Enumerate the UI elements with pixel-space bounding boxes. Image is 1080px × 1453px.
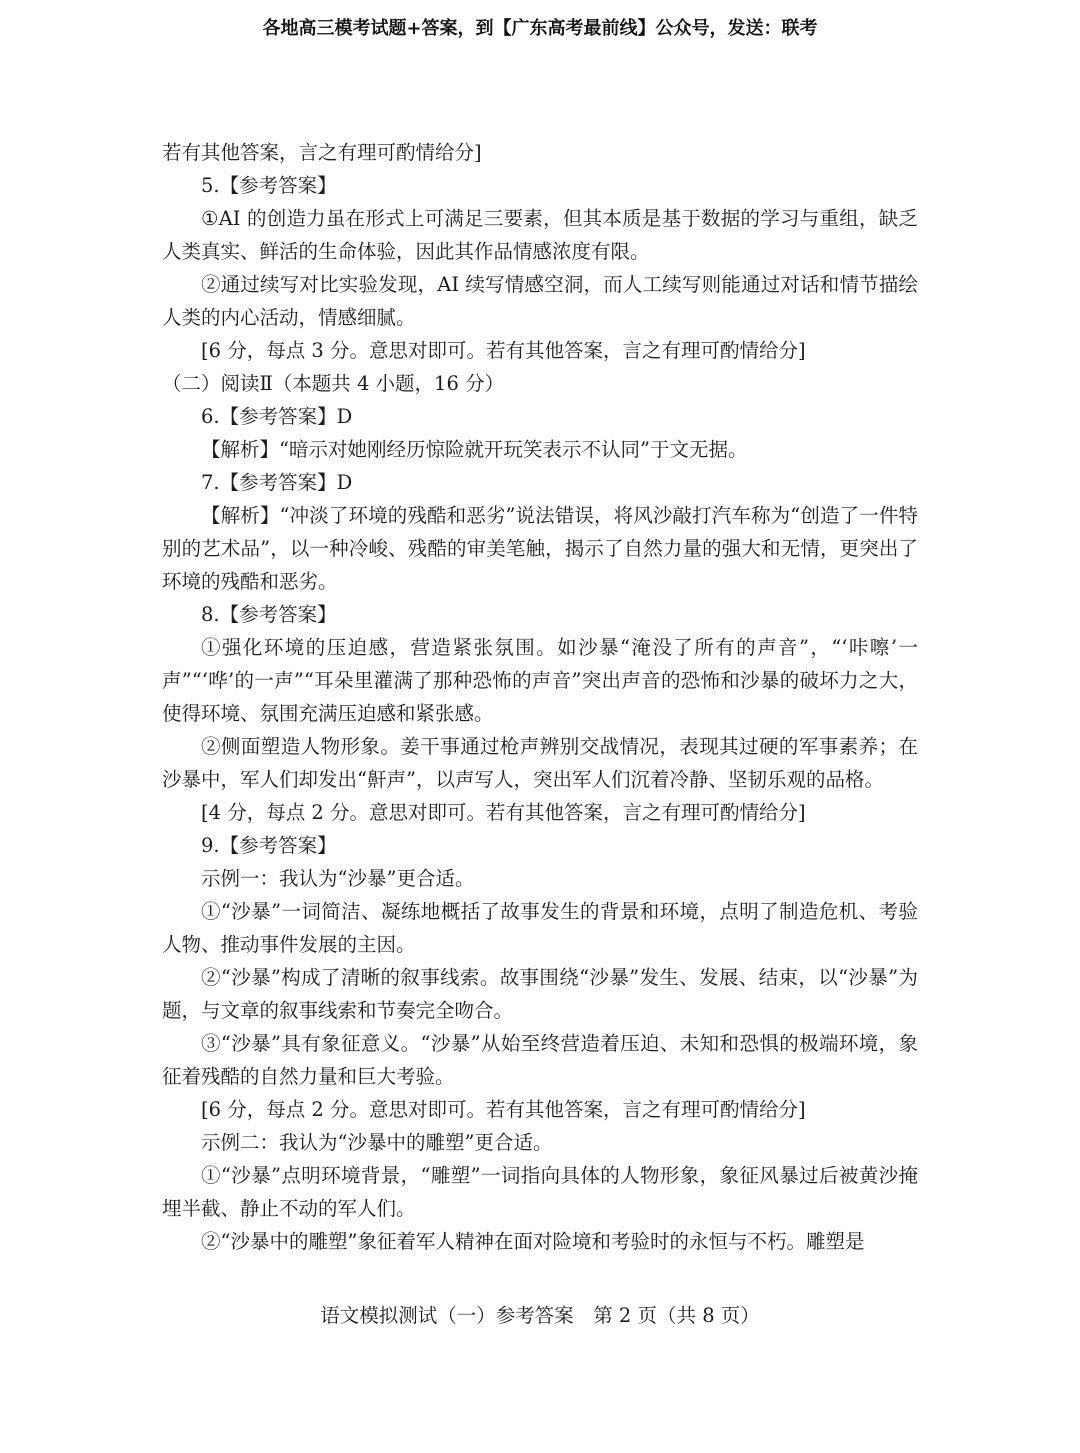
q5-point-2: ②通过续写对比实验发现，AI 续写情感空洞，而人工续写则能通过对话和情节描绘人类的内心活动，情感细腻。: [162, 273, 918, 329]
q5-point-1: ①AI 的创造力虽在形式上可满足三要素，但其本质是基于数据的学习与重组，缺乏人类真实、鲜活的生命体验，因此其作品情感浓度有限。: [162, 207, 918, 263]
section-heading: （二）阅读Ⅱ（本题共 4 小题，16 分）: [162, 372, 505, 395]
q8-answer-heading: 8.【参考答案】: [201, 603, 337, 626]
q8-point-2: ②侧面塑造人物形象。姜干事通过枪声辨别交战情况，表现其过硬的军事素养；在沙暴中，军人们却发出“鼾声”，以声写人，突出军人们沉着冷静、坚韧乐观的品格。: [162, 735, 918, 791]
q6-analysis: 【解析】“暗示对她刚经历惊险就开玩笑表示不认同”于文无据。: [201, 438, 748, 461]
q9-ex2-point-2: ②“沙暴中的雕塑”象征着军人精神在面对险境和考验时的永恒与不朽。雕塑是: [201, 1230, 865, 1253]
q5-answer-heading: 5.【参考答案】: [201, 174, 337, 197]
q7-analysis: 【解析】“冲淡了环境的残酷和恶劣”说法错误，将风沙敲打汽车称为“创造了一件特别的艺术品”，以一种冷峻、残酷的审美笔触，揭示了自然力量的强大和无情，更突出了环境的残酷和恶劣。: [162, 504, 918, 593]
q6-answer-heading: 6.【参考答案】D: [201, 405, 353, 428]
q8-scoring-note: [4 分，每点 2 分。意思对即可。若有其他答案，言之有理可酌情给分]: [201, 801, 806, 824]
q9-scoring-note: [6 分，每点 2 分。意思对即可。若有其他答案，言之有理可酌情给分]: [201, 1098, 806, 1121]
q8-point-1: ①强化环境的压迫感，营造紧张氛围。如沙暴“淹没了所有的声音”，“‘咔嚓’一声”“‘哗’的一声”“耳朵里灌满了那种恐怖的声音”突出声音的恐怖和沙暴的破坏力之大，使得环境、氛围充满压迫感和紧张感。: [162, 636, 918, 725]
page-footer: 语文模拟测试（一）参考答案 第 2 页（共 8 页）: [320, 1304, 760, 1327]
q9-ex1-point-1: ①“沙暴”一词简洁、凝练地概括了故事发生的背景和环境，点明了制造危机、考验人物、推动事件发展的主因。: [162, 900, 918, 956]
q9-answer-heading: 9.【参考答案】: [201, 834, 337, 857]
q9-ex2-point-1: ①“沙暴”点明环境背景，“雕塑”一词指向具体的人物形象，象征风暴过后被黄沙掩埋半截、静止不动的军人们。: [162, 1164, 918, 1220]
q7-answer-heading: 7.【参考答案】D: [201, 471, 353, 494]
header-banner: 各地高三模考试题+答案，到【广东高考最前线】公众号，发送：联考: [262, 18, 818, 39]
q9-example-2: 示例二：我认为“沙暴中的雕塑”更合适。: [201, 1131, 553, 1154]
q9-example-1: 示例一：我认为“沙暴”更合适。: [201, 867, 475, 890]
text-line: 若有其他答案，言之有理可酌情给分]: [162, 141, 482, 164]
q9-ex1-point-3: ③“沙暴”具有象征意义。“沙暴”从始至终营造着压迫、未知和恐惧的极端环境，象征着残酷的自然力量和巨大考验。: [162, 1032, 918, 1088]
q9-ex1-point-2: ②“沙暴”构成了清晰的叙事线索。故事围绕“沙暴”发生、发展、结束，以“沙暴”为题，与文章的叙事线索和节奏完全吻合。: [162, 966, 918, 1022]
q5-scoring-note: [6 分，每点 3 分。意思对即可。若有其他答案，言之有理可酌情给分]: [201, 339, 806, 362]
answer-content: [162, 136, 918, 1258]
